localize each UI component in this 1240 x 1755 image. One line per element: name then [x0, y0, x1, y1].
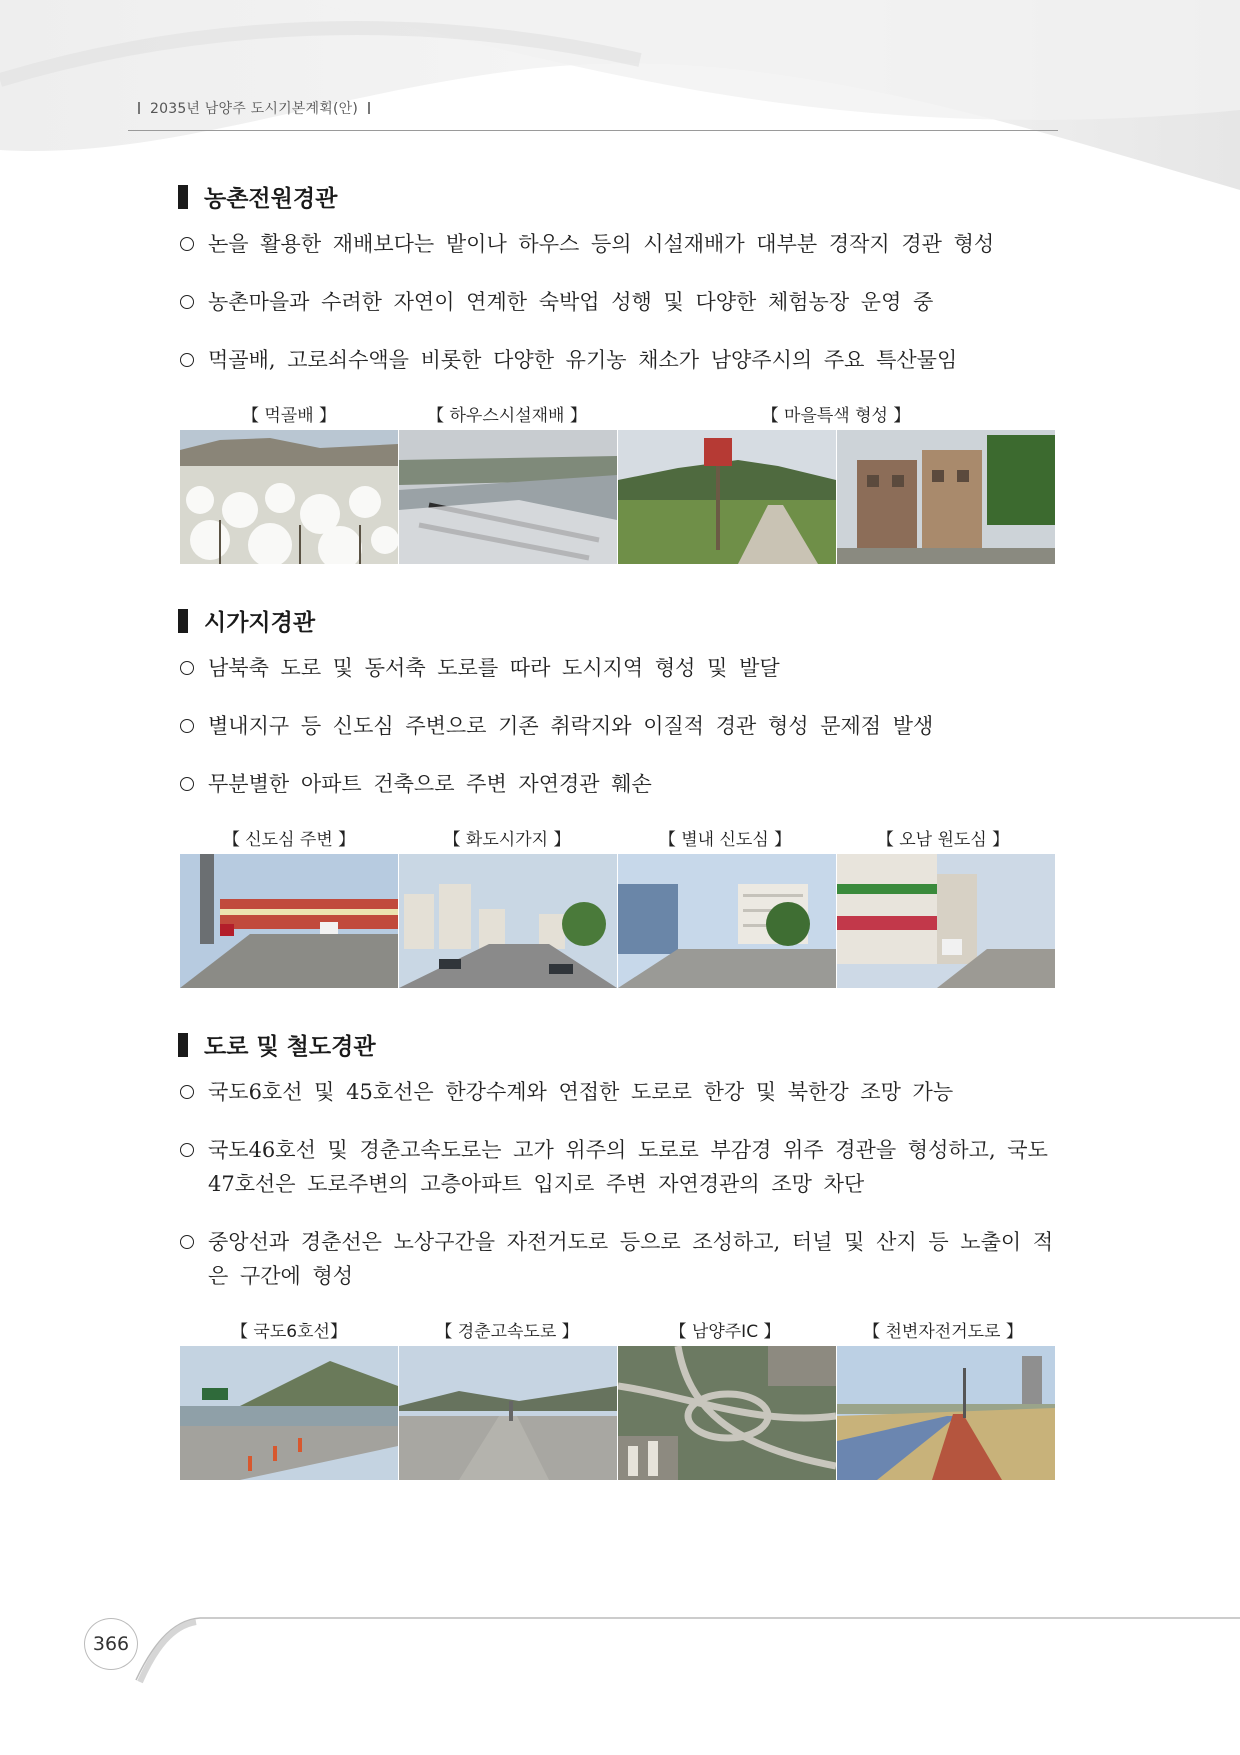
section-heading-text: 농촌전원경관 — [204, 186, 338, 212]
bullet-item: 먹골배, 고로쇠수액을 비롯한 다양한 유기농 채소가 남양주시의 주요 특산물임 — [178, 343, 1058, 377]
section-heading-text: 시가지경관 — [204, 610, 316, 636]
footer-decoration — [0, 1600, 1240, 1690]
heading-marker-icon — [178, 185, 188, 209]
photo-strip — [180, 854, 1056, 988]
bullet-item: 남북축 도로 및 동서축 도로를 따라 도시지역 형성 및 발달 — [178, 651, 1058, 685]
page-content — [178, 180, 1058, 1520]
section-urban-landscape — [178, 604, 1058, 988]
bullet-item: 무분별한 아파트 건축으로 주변 자연경관 훼손 — [178, 767, 1058, 801]
photo-gyeongchun-expressway — [399, 1346, 617, 1480]
photo-caption: 【 신도심 주변 】 — [222, 830, 356, 850]
photo-caption: 【 마을특색 형성 】 — [761, 406, 911, 426]
photo-village-road — [618, 430, 836, 564]
photo-caption: 【 먹골배 】 — [241, 406, 337, 426]
photo-caption: 【 경춘고속도로 】 — [435, 1322, 579, 1342]
bullet-item: 국도46호선 및 경춘고속도로는 고가 위주의 도로로 부감경 위주 경관을 형성하고, 국도47호선은 도로주변의 고층아파트 입지로 주변 자연경관의 조망 차단 — [178, 1133, 1058, 1201]
photo-captions — [180, 1317, 1056, 1342]
photo-caption: 【 하우스시설재배 】 — [427, 406, 587, 426]
photo-village-houses — [837, 430, 1055, 564]
photo-captions — [180, 401, 1056, 426]
photo-caption: 【 별내 신도심 】 — [658, 830, 792, 850]
heading-marker-icon — [178, 609, 188, 633]
photo-riverside-bike-path — [837, 1346, 1055, 1480]
bullet-item: 국도6호선 및 45호선은 한강수계와 연접한 도로로 한강 및 북한강 조망 가능 — [178, 1075, 1058, 1109]
running-header — [128, 98, 1058, 131]
section-heading — [178, 180, 1058, 213]
bullet-item: 농촌마을과 수려한 자연이 연계한 숙박업 성행 및 다양한 체험농장 운영 중 — [178, 285, 1058, 319]
page-number: 366 — [84, 1618, 138, 1670]
photo-namyangju-ic — [618, 1346, 836, 1480]
photo-strip — [180, 430, 1056, 564]
photo-pear-orchard — [180, 430, 398, 564]
section-heading-text: 도로 및 철도경관 — [204, 1034, 376, 1060]
section-heading — [178, 1028, 1058, 1061]
photo-byeollae-new-town — [618, 854, 836, 988]
photo-greenhouses — [399, 430, 617, 564]
photo-caption: 【 오남 원도심 】 — [876, 830, 1010, 850]
photo-onam-old-downtown — [837, 854, 1055, 988]
bullet-item: 별내지구 등 신도심 주변으로 기존 취락지와 이질적 경관 형성 문제점 발생 — [178, 709, 1058, 743]
photo-hwado-downtown — [399, 854, 617, 988]
photo-caption: 【 남양주IC 】 — [669, 1322, 781, 1342]
bullet-item: 논을 활용한 재배보다는 밭이나 하우스 등의 시설재배가 대부분 경작지 경관 형성 — [178, 227, 1058, 261]
section-heading — [178, 604, 1058, 637]
photo-caption: 【 천변자전거도로 】 — [863, 1322, 1023, 1342]
bullet-item: 중앙선과 경춘선은 노상구간을 자전거도로 등으로 조성하고, 터널 및 산지 등 노출이 적은 구간에 형성 — [178, 1225, 1058, 1293]
heading-marker-icon — [178, 1033, 188, 1057]
photo-strip — [180, 1346, 1056, 1480]
photo-national-road-6 — [180, 1346, 398, 1480]
header-divider — [138, 102, 140, 114]
photo-caption: 【 화도시가지 】 — [443, 830, 571, 850]
photo-new-town-outskirts — [180, 854, 398, 988]
section-rural-landscape — [178, 180, 1058, 564]
header-divider — [368, 102, 370, 114]
photo-captions — [180, 825, 1056, 850]
header-title: 2035년 남양주 도시기본계획(안) — [150, 101, 359, 117]
photo-caption: 【 국도6호선】 — [231, 1322, 347, 1342]
section-road-rail-landscape — [178, 1028, 1058, 1480]
